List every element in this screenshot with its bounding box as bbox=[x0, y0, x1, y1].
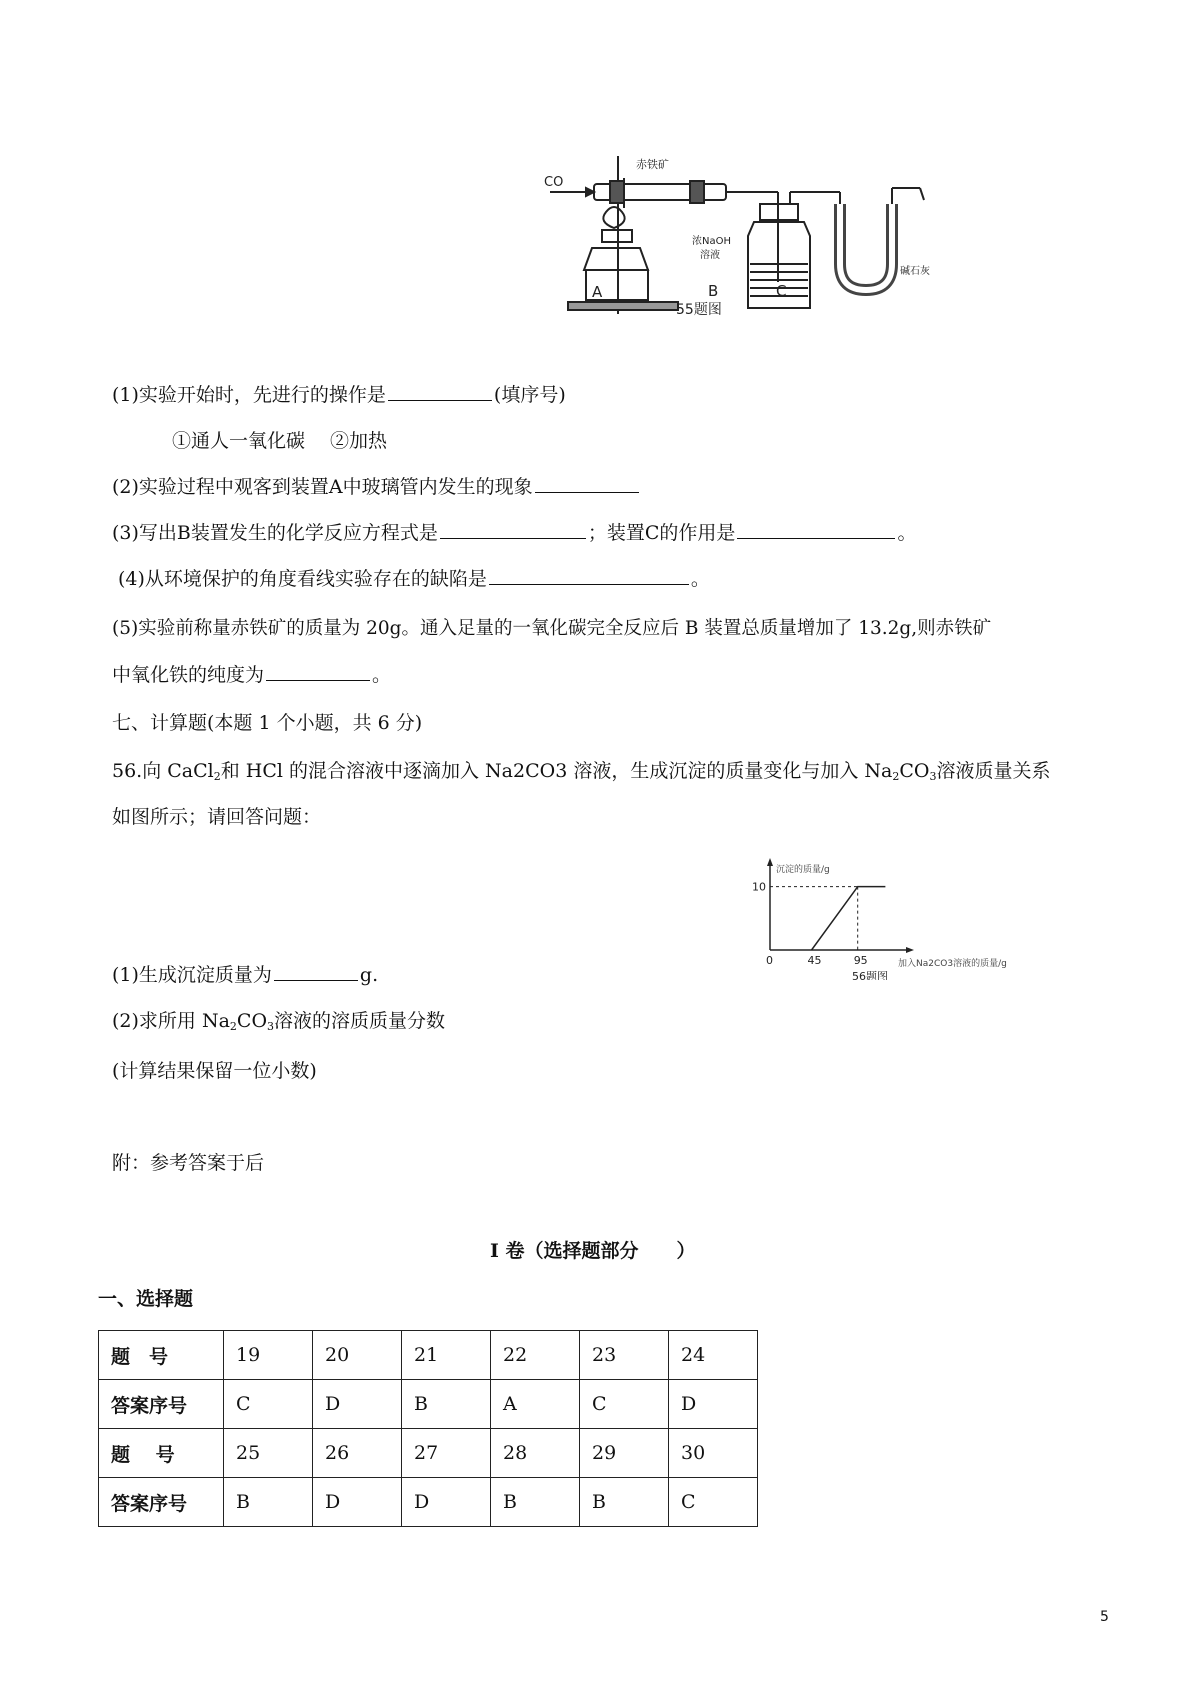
q56-intro-line1: 56.向 CaCl$_2$和 HCl 的混合溶液中逐滴加入 Na2CO3 溶液，生成沉淀的质量变化与加入 $Na_2CO_3$溶液质量关系 bbox=[112, 760, 1051, 783]
table-cell: D bbox=[669, 1380, 758, 1429]
q56-part3: (计算结果保留一位小数) bbox=[112, 1060, 317, 1082]
table-cell: 27 bbox=[402, 1429, 491, 1478]
table-cell: C bbox=[580, 1380, 669, 1429]
answer-blank[interactable] bbox=[737, 520, 895, 539]
figure-55-caption: 55题图 bbox=[676, 302, 722, 318]
answer-blank[interactable] bbox=[535, 474, 639, 493]
naoh-label: 浓NaOH bbox=[692, 236, 731, 247]
apparatus-figure bbox=[540, 152, 960, 358]
row-header: 答案序号 bbox=[99, 1478, 224, 1527]
table-cell: D bbox=[313, 1478, 402, 1527]
table-row bbox=[99, 1478, 758, 1527]
figure-56-caption: 56题图 bbox=[852, 970, 888, 980]
table-row bbox=[99, 1380, 758, 1429]
table-cell: 20 bbox=[313, 1331, 402, 1380]
figure-56-chart bbox=[740, 856, 1020, 980]
section-7-heading: 七、计算题(本题 1 个小题，共 6 分) bbox=[112, 712, 423, 734]
page-number: 5 bbox=[1100, 1609, 1109, 1625]
answer-blank[interactable] bbox=[266, 662, 370, 681]
table-row bbox=[99, 1429, 758, 1478]
table-cell: 19 bbox=[224, 1331, 313, 1380]
answer-blank[interactable] bbox=[489, 566, 689, 585]
table-cell: 21 bbox=[402, 1331, 491, 1380]
row-header: 题 号 bbox=[99, 1331, 224, 1380]
row-header: 题 号 bbox=[99, 1429, 224, 1478]
ore-label: 赤铁矿 bbox=[636, 158, 669, 171]
answers-title: I 卷（选择题部分 ） bbox=[490, 1240, 696, 1262]
table-row bbox=[99, 1331, 758, 1380]
q55-part5-line2: 中氧化铁的纯度为 。 bbox=[112, 664, 392, 686]
answer-table bbox=[98, 1330, 758, 1527]
table-cell: C bbox=[224, 1380, 313, 1429]
x-axis-label: 加入Na2CO3溶液的质量/g bbox=[898, 959, 1007, 969]
q55-part3: (3)写出B装置发生的化学反应方程式是 ；装置C的作用是 。 bbox=[112, 522, 917, 544]
q55-part2: (2)实验过程中观客到装置A中玻璃管内发生的现象 bbox=[112, 474, 641, 500]
q56-part2: (2)求所用 $Na_2CO_3$溶液的溶质质量分数 bbox=[112, 1010, 446, 1033]
table-cell: D bbox=[402, 1478, 491, 1527]
co-label: CO bbox=[544, 175, 564, 190]
table-cell: B bbox=[491, 1478, 580, 1527]
soda-lime-label: 碱石灰 bbox=[900, 266, 930, 277]
answers-section: 一、选择题 bbox=[98, 1288, 194, 1310]
appendix-note: 附：参考答案于后 bbox=[112, 1152, 265, 1174]
label-a: A bbox=[592, 283, 603, 301]
table-cell: D bbox=[313, 1380, 402, 1429]
series-line bbox=[812, 887, 886, 950]
y-tick-label: 10 bbox=[752, 880, 766, 894]
answer-blank[interactable] bbox=[274, 962, 358, 981]
answer-blank[interactable] bbox=[440, 520, 586, 539]
y-axis-label: 沉淀的质量/g bbox=[776, 865, 830, 875]
x-tick-label: 0 bbox=[766, 954, 773, 967]
q56-intro-line2: 如图所示；请回答问题： bbox=[112, 806, 322, 828]
q55-part4: (4)从环境保护的角度看线实验存在的缺陷是 。 bbox=[118, 568, 710, 590]
table-cell: 30 bbox=[669, 1429, 758, 1478]
table-cell: A bbox=[491, 1380, 580, 1429]
row-header: 答案序号 bbox=[99, 1380, 224, 1429]
q56-part1: (1)生成沉淀质量为 g. bbox=[112, 964, 379, 986]
table-cell: B bbox=[580, 1478, 669, 1527]
x-tick-label: 45 bbox=[807, 954, 822, 967]
table-cell: 23 bbox=[580, 1331, 669, 1380]
x-tick-label: 95 bbox=[853, 954, 868, 967]
table-cell: B bbox=[224, 1478, 313, 1527]
table-cell: 26 bbox=[313, 1429, 402, 1478]
q55-part1: (1)实验开始时，先进行的操作是 (填序号) bbox=[112, 384, 566, 406]
answer-blank[interactable] bbox=[388, 382, 492, 401]
label-b: B bbox=[708, 282, 719, 300]
label-c: C bbox=[776, 282, 787, 300]
table-cell: 22 bbox=[491, 1331, 580, 1380]
table-cell: C bbox=[669, 1478, 758, 1527]
table-cell: 29 bbox=[580, 1429, 669, 1478]
table-cell: 28 bbox=[491, 1429, 580, 1478]
q55-part5-line1: (5)实验前称量赤铁矿的质量为 20g。通入足量的一氧化碳完全反应后 B 装置总质量增加了 13.2g,则赤铁矿 bbox=[112, 618, 992, 639]
naoh-label-2: 溶液 bbox=[700, 250, 720, 261]
q55-options: ①通人一氧化碳 ②加热 bbox=[172, 430, 388, 452]
table-cell: 24 bbox=[669, 1331, 758, 1380]
table-cell: 25 bbox=[224, 1429, 313, 1478]
table-cell: B bbox=[402, 1380, 491, 1429]
